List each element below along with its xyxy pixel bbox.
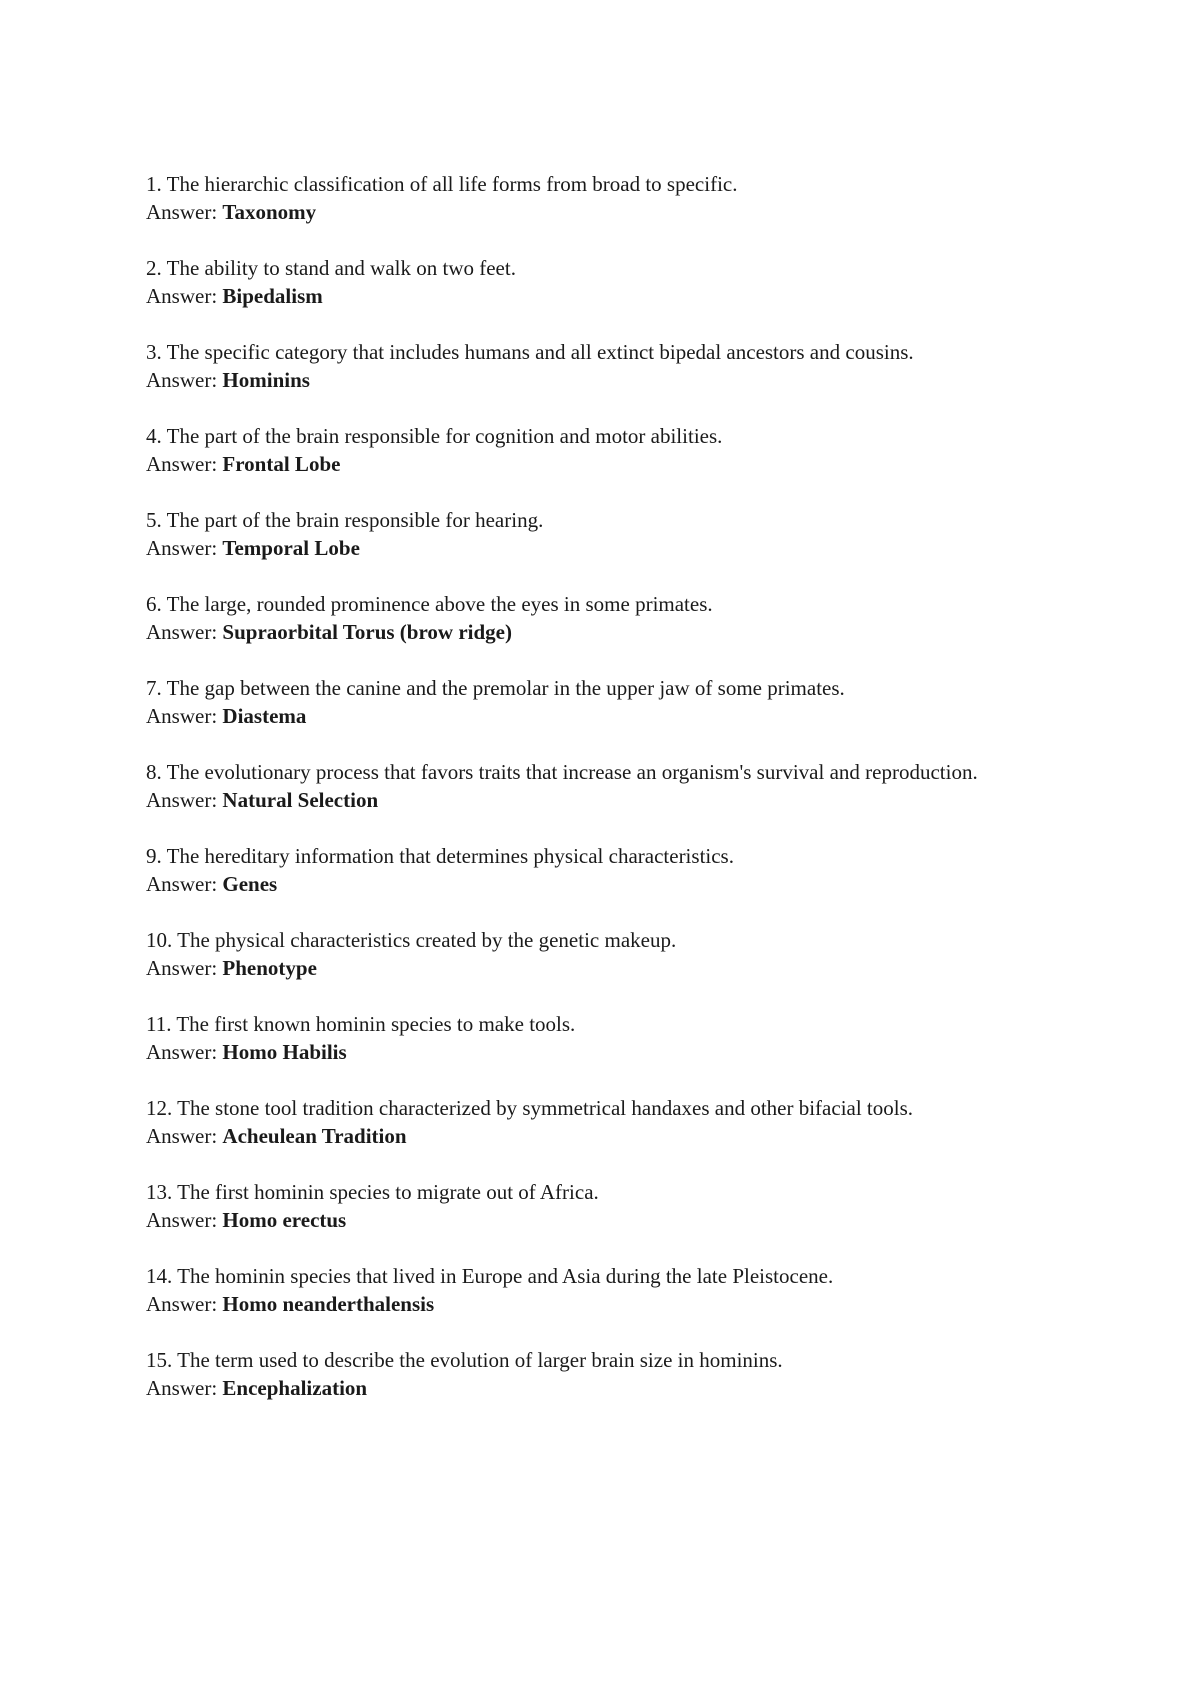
question-text: 13. The first hominin species to migrate out of Africa. — [146, 1180, 599, 1204]
answer-label: Answer: — [146, 536, 223, 560]
answer-label: Answer: — [146, 284, 223, 308]
answer-line — [146, 702, 1060, 730]
qa-item-4 — [146, 422, 1060, 478]
answer-label: Answer: — [146, 1292, 223, 1316]
qa-item-10 — [146, 926, 1060, 982]
answer-line — [146, 1374, 1060, 1402]
answer-label: Answer: — [146, 1124, 223, 1148]
answer-term: Phenotype — [222, 956, 317, 980]
answer-line — [146, 450, 1060, 478]
answer-line — [146, 1206, 1060, 1234]
answer-label: Answer: — [146, 956, 223, 980]
question-text: 4. The part of the brain responsible for cognition and motor abilities. — [146, 424, 723, 448]
answer-term: Acheulean Tradition — [222, 1124, 407, 1148]
answer-term: Frontal Lobe — [222, 452, 341, 476]
qa-item-13 — [146, 1178, 1060, 1234]
answer-term: Encephalization — [222, 1376, 368, 1400]
answer-label: Answer: — [146, 452, 223, 476]
answer-line — [146, 534, 1060, 562]
answer-line — [146, 282, 1060, 310]
answer-label: Answer: — [146, 1040, 223, 1064]
answer-term: Natural Selection — [222, 788, 379, 812]
question-text: 3. The specific category that includes humans and all extinct bipedal ancestors and cousins. — [146, 340, 914, 364]
answer-term: Bipedalism — [222, 284, 323, 308]
question-text: 7. The gap between the canine and the premolar in the upper jaw of some primates. — [146, 676, 845, 700]
answer-term: Supraorbital Torus (brow ridge) — [222, 620, 512, 644]
answer-label: Answer: — [146, 872, 223, 896]
qa-item-11 — [146, 1010, 1060, 1066]
answer-term: Taxonomy — [222, 200, 317, 224]
answer-line — [146, 366, 1060, 394]
document-page — [146, 170, 1060, 1430]
question-text: 8. The evolutionary process that favors traits that increase an organism's survival and reproduction. — [146, 760, 978, 784]
question-text: 2. The ability to stand and walk on two feet. — [146, 256, 516, 280]
answer-label: Answer: — [146, 1208, 223, 1232]
answer-label: Answer: — [146, 788, 223, 812]
answer-line — [146, 1290, 1060, 1318]
qa-item-2 — [146, 254, 1060, 310]
answer-term: Homo erectus — [222, 1208, 347, 1232]
question-text: 14. The hominin species that lived in Europe and Asia during the late Pleistocene. — [146, 1264, 834, 1288]
answer-line — [146, 198, 1060, 226]
qa-item-7 — [146, 674, 1060, 730]
answer-term: Homo Habilis — [222, 1040, 347, 1064]
question-text: 12. The stone tool tradition characterized by symmetrical handaxes and other bifacial tools. — [146, 1096, 914, 1120]
answer-label: Answer: — [146, 200, 223, 224]
question-text: 10. The physical characteristics created by the genetic makeup. — [146, 928, 677, 952]
answer-line — [146, 786, 1060, 814]
answer-term: Genes — [222, 872, 278, 896]
question-text: 15. The term used to describe the evolution of larger brain size in hominins. — [146, 1348, 783, 1372]
answer-term: Diastema — [222, 704, 307, 728]
qa-item-15 — [146, 1346, 1060, 1402]
answer-term: Homo neanderthalensis — [222, 1292, 435, 1316]
answer-line — [146, 1038, 1060, 1066]
question-text: 9. The hereditary information that determines physical characteristics. — [146, 844, 734, 868]
answer-line — [146, 954, 1060, 982]
qa-item-5 — [146, 506, 1060, 562]
qa-item-9 — [146, 842, 1060, 898]
answer-term: Temporal Lobe — [222, 536, 360, 560]
qa-item-1 — [146, 170, 1060, 226]
qa-item-3 — [146, 338, 1060, 394]
question-text: 1. The hierarchic classification of all life forms from broad to specific. — [146, 172, 738, 196]
answer-line — [146, 618, 1060, 646]
answer-label: Answer: — [146, 368, 223, 392]
answer-line — [146, 1122, 1060, 1150]
answer-term: Hominins — [222, 368, 310, 392]
answer-label: Answer: — [146, 704, 223, 728]
qa-item-12 — [146, 1094, 1060, 1150]
qa-item-14 — [146, 1262, 1060, 1318]
answer-line — [146, 870, 1060, 898]
question-text: 6. The large, rounded prominence above the eyes in some primates. — [146, 592, 713, 616]
answer-label: Answer: — [146, 1376, 223, 1400]
question-text: 5. The part of the brain responsible for hearing. — [146, 508, 544, 532]
question-text: 11. The first known hominin species to make tools. — [146, 1012, 576, 1036]
qa-item-6 — [146, 590, 1060, 646]
qa-item-8 — [146, 758, 1060, 814]
answer-label: Answer: — [146, 620, 223, 644]
